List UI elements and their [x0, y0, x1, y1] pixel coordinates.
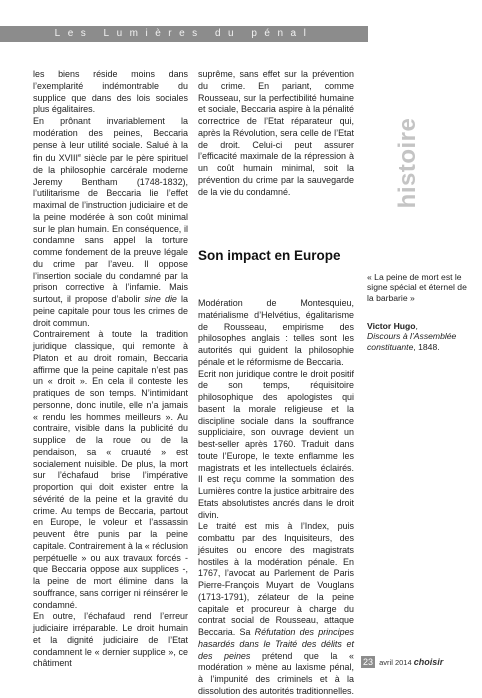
article-column-2-top — [198, 69, 354, 198]
pull-quote: « La peine de mort est le signe spécial et éternel de la barbarie » — [367, 272, 467, 303]
paragraph: Modération de Montesquieu, matérialisme d’Helvétius, égalitarisme de Rousseau, empirisme des philosophes anglais : telles sont les autorités qui guident la philosophie pénale et le réformisme de Beccaria. — [198, 298, 354, 367]
paragraph: En outre, l’échafaud rend l’erreur judiciaire irréparable. Le droit humain et la dignité judiciaire de l’Etat condamnent le « dernier supplice », ce châtiment — [33, 611, 188, 669]
page-footer — [361, 656, 443, 668]
article-column-1 — [33, 69, 188, 670]
paragraph: suprême, sans effet sur la prévention du crime. En pariant, comme Rousseau, sur la perfectibilité humaine et sociale, Beccaria aspire à la pénalité correctrice de l’Etat réparateur qui, après la Révolution, sera celle de l’Etat de droit. Celui-ci peut assurer l’efficacité maximale de la répression à un coût humain minimal, soit la prévention du crime par la sauvegarde de la vie du condamné. — [198, 69, 354, 197]
section-header-title: Les Lumières du pénal — [54, 28, 314, 39]
rubric-label: histoire — [394, 117, 421, 209]
article-column-2-body — [198, 298, 354, 698]
section-heading: Son impact en Europe — [198, 248, 341, 263]
paragraph: les biens réside moins dans l’exemplarité indémontrable du supplice que dans des lois sociales plus égalitaires. — [33, 69, 188, 115]
page-number: 23 — [363, 657, 374, 667]
paragraph: En prônant invariablement la modération des peines, Beccaria pense à leur utilité sociale. Salué à la fin du XVIIIe siècle par le père spirituel de la philosophie carcérale moderne Jeremy Bentham (1748-1832), l’utilitarisme de Beccaria lie l’effet maximal de l’instruction judiciaire et de la peine modérée à son coût minimal sur le plan humain. En conséquence, il condamne sans appel la torture comme fondement de la preuve légale du crime par l’aveu. Il oppose l’insertion sociale du condamné par la prison corrective à l’infamie. Mais surtout, il propose d’abolir sine die la peine capitale pour tous les crimes de droit commun. — [33, 116, 189, 328]
quote-attribution: Victor Hugo, Discours à l’Assemblée constituante, 1848. — [367, 321, 457, 352]
paragraph: Contrairement à toute la tradition juridique classique, qui remonte à Platon et au droit romain, Beccaria affirme que la peine capitale n’est pas un « droit ». En cela il conteste les pratiques de son temps. N’intimidant personne, donc inutile, elle n’a jamais « rendu les hommes meilleurs ». Au contraire, visible dans la publicité du supplice de la roue ou de la pendaison, sa « cruauté » est socialement nuisible. De plus, la mort sur l’échafaud brise l’impérative proportion qui doit exister entre la sévérité de la peine et la gravité du crime. Au temps de Beccaria, partout en Europe, le voleur et l’assassin peuvent être punis par la peine capitale. Contrairement à la « réclusion perpétuelle » ou aux travaux forcés - que Beccaria oppose aux supplices -, la peine de mort élimine dans la souffrance, sans corriger ni réinsérer le condamné. — [33, 329, 188, 610]
paragraph: Le traité est mis à l’Index, puis combattu par des Inquisiteurs, des jésuites ou encore des magistrats hostiles à la modération pénale. En 1767, l’avocat au Parlement de Paris Pierre-François Muyart de Vouglans (1713-1791), zélateur de la peine capitale et procureur à charge du contrat social de Rousseau, attaque Beccaria. Sa Réfutation des principes hasardés dans le Traité des délits et des peines prétend que la « modération » mène au laxisme pénal, à l’impunité des criminels et à la dissolution des autorités traditionnelles. — [198, 521, 355, 696]
paragraph: Ecrit non juridique contre le droit positif de son temps, réquisitoire philosophique des apologistes qui basent la morale religieuse et la discipline sociale dans la souffrance suppliciaire, son ouvrage devient un best-seller après 1760. Traduit dans toute l’Europe, le texte enflamme les magistrats et les intellectuels éclairés. Il est reçu comme la sommation des Lumières contre la justice arbitraire des Etats absolutistes ancrés dans le droit divin. — [198, 368, 354, 520]
section-header-bar — [0, 26, 368, 42]
issue-date: avril 2014 — [379, 658, 412, 667]
magazine-name: choisir — [413, 657, 444, 667]
